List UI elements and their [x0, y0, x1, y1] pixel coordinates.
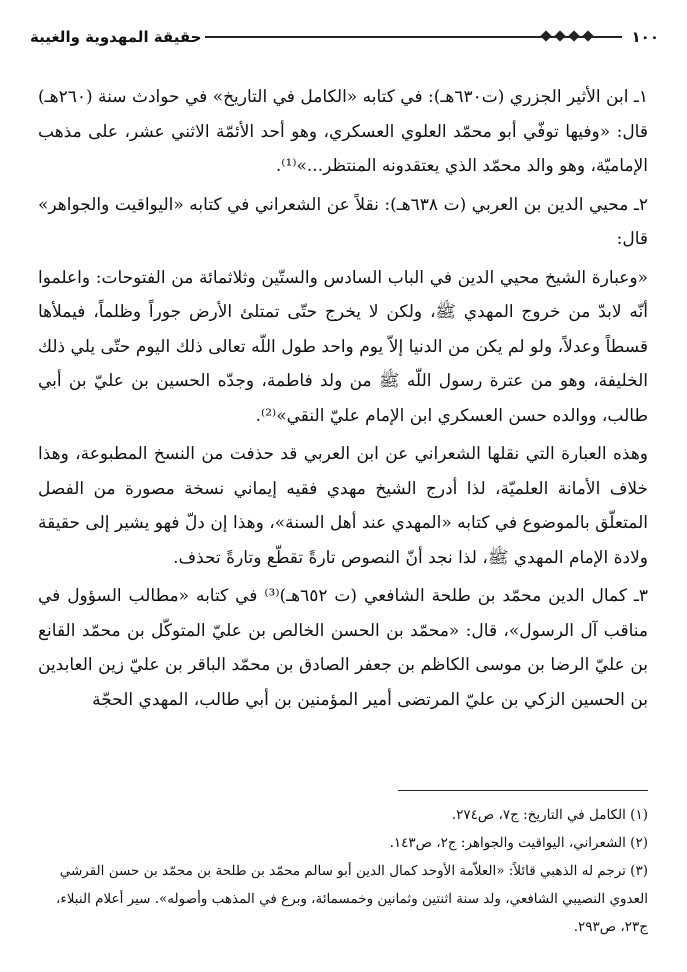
footnote-divider	[398, 790, 648, 791]
paragraph-commentary: وهذه العبارة التي نقلها الشعراني عن ابن العربي قد حذفت من النسخ المطبوعة، وهذا خلاف الأمانة العلميّة، لذا أدرج الشيخ مهدي فقيه إيماني نسخة مصورة من الفصل المتعلّق بالموضوع في كتابه «المهدي عند أهل السنة»، وهذا إن دلّ فهو يشير إلى حقيقة ولادة الإمام المهدي ﷺ، لذا نجد أنّ النصوص تارةً تقطّع وتارةً تحذف.	[38, 444, 648, 568]
page-number: ١٠٠	[631, 28, 659, 46]
diamond-ornament-icon	[542, 32, 592, 40]
paragraph-futuhat-quote: «وعبارة الشيخ محيي الدين في الباب السادس والستّين وثلاثمائة من الفتوحات: واعلموا أنّه لابدّ من خروج المهدي ﷺ، ولكن لا يخرج حتّى تمتلئ الأرض جوراً وظلماً، فيملأها قسطاً وعدلاً، ولو لم يكن من الدنيا إلاّ يوم واحد طول اللّه تعالى ذلك اليوم حتّى يلي ذلك الخليفة، وهو من عترة رسول اللّه ﷺ من ولد فاطمة، وجدّه الحسين بن عليّ بن أبي طالب، ووالده حسن العسكري ابن الإمام عليّ النقي»⁽²⁾.	[38, 267, 648, 426]
paragraph-ibn-athir: ١ـ ابن الأثير الجزري (ت٦٣٠هـ): في كتابه «الكامل في التاريخ» في حوادث سنة (٢٦٠هـ) قال: «وفيها توفّي أبو محمّد العلوي العسكري، وهو أحد الأئمّة الاثني عشر، على مذهب الإماميّة، وهو والد محمّد الذي يعتقدونه المنتظر...»⁽¹⁾.	[38, 87, 648, 176]
header-ornament-rule	[205, 36, 621, 38]
running-header	[30, 22, 659, 52]
footnote-3: (٣) ترجم له الذهبي قائلاً: «العلاّمة الأوحد كمال الدين أبو سالم محمّد بن طلحة بن محمّد بن حسن القرشي العدوي النصيبي الشافعي، ولد سنة اثنتين وثمانين وخمسمائة، وبرع في المذهب وأصوله». سير أعلام النبلاء، ج٢٣، ص٢٩٣.	[56, 863, 648, 935]
footnotes	[38, 790, 648, 941]
main-text	[38, 80, 648, 721]
paragraph-ibn-talha: ٣ـ كمال الدين محمّد بن طلحة الشافعي (ت ٦٥٢هـ)⁽³⁾ في كتابه «مطالب السؤول في مناقب آل الرسول»، قال: «محمّد بن الحسن الخالص بن عليّ المتوكّل بن محمّد القانع بن عليّ الرضا بن موسى الكاظم بن جعفر الصادق بن محمّد الباقر بن عليّ زين العابدين بن الحسين الزكي بن عليّ المرتضى أمير المؤمنين بن أبي طالب، المهدي الحجّة	[38, 586, 649, 710]
paragraph-ibn-arabi: ٢ـ محيي الدين بن العربي (ت ٦٣٨هـ): نقلاً عن الشعراني في كتابه «اليواقيت والجواهر» قال:	[38, 194, 648, 249]
footnote-2: (٢) الشعراني، اليواقيت والجواهر: ج٢، ص١٤٣.	[389, 835, 648, 851]
running-title: حقيقة المهدوية والغيبة	[30, 28, 202, 46]
footnote-1: (١) الكامل في التاريخ: ج٧، ص٢٧٤.	[451, 807, 648, 823]
